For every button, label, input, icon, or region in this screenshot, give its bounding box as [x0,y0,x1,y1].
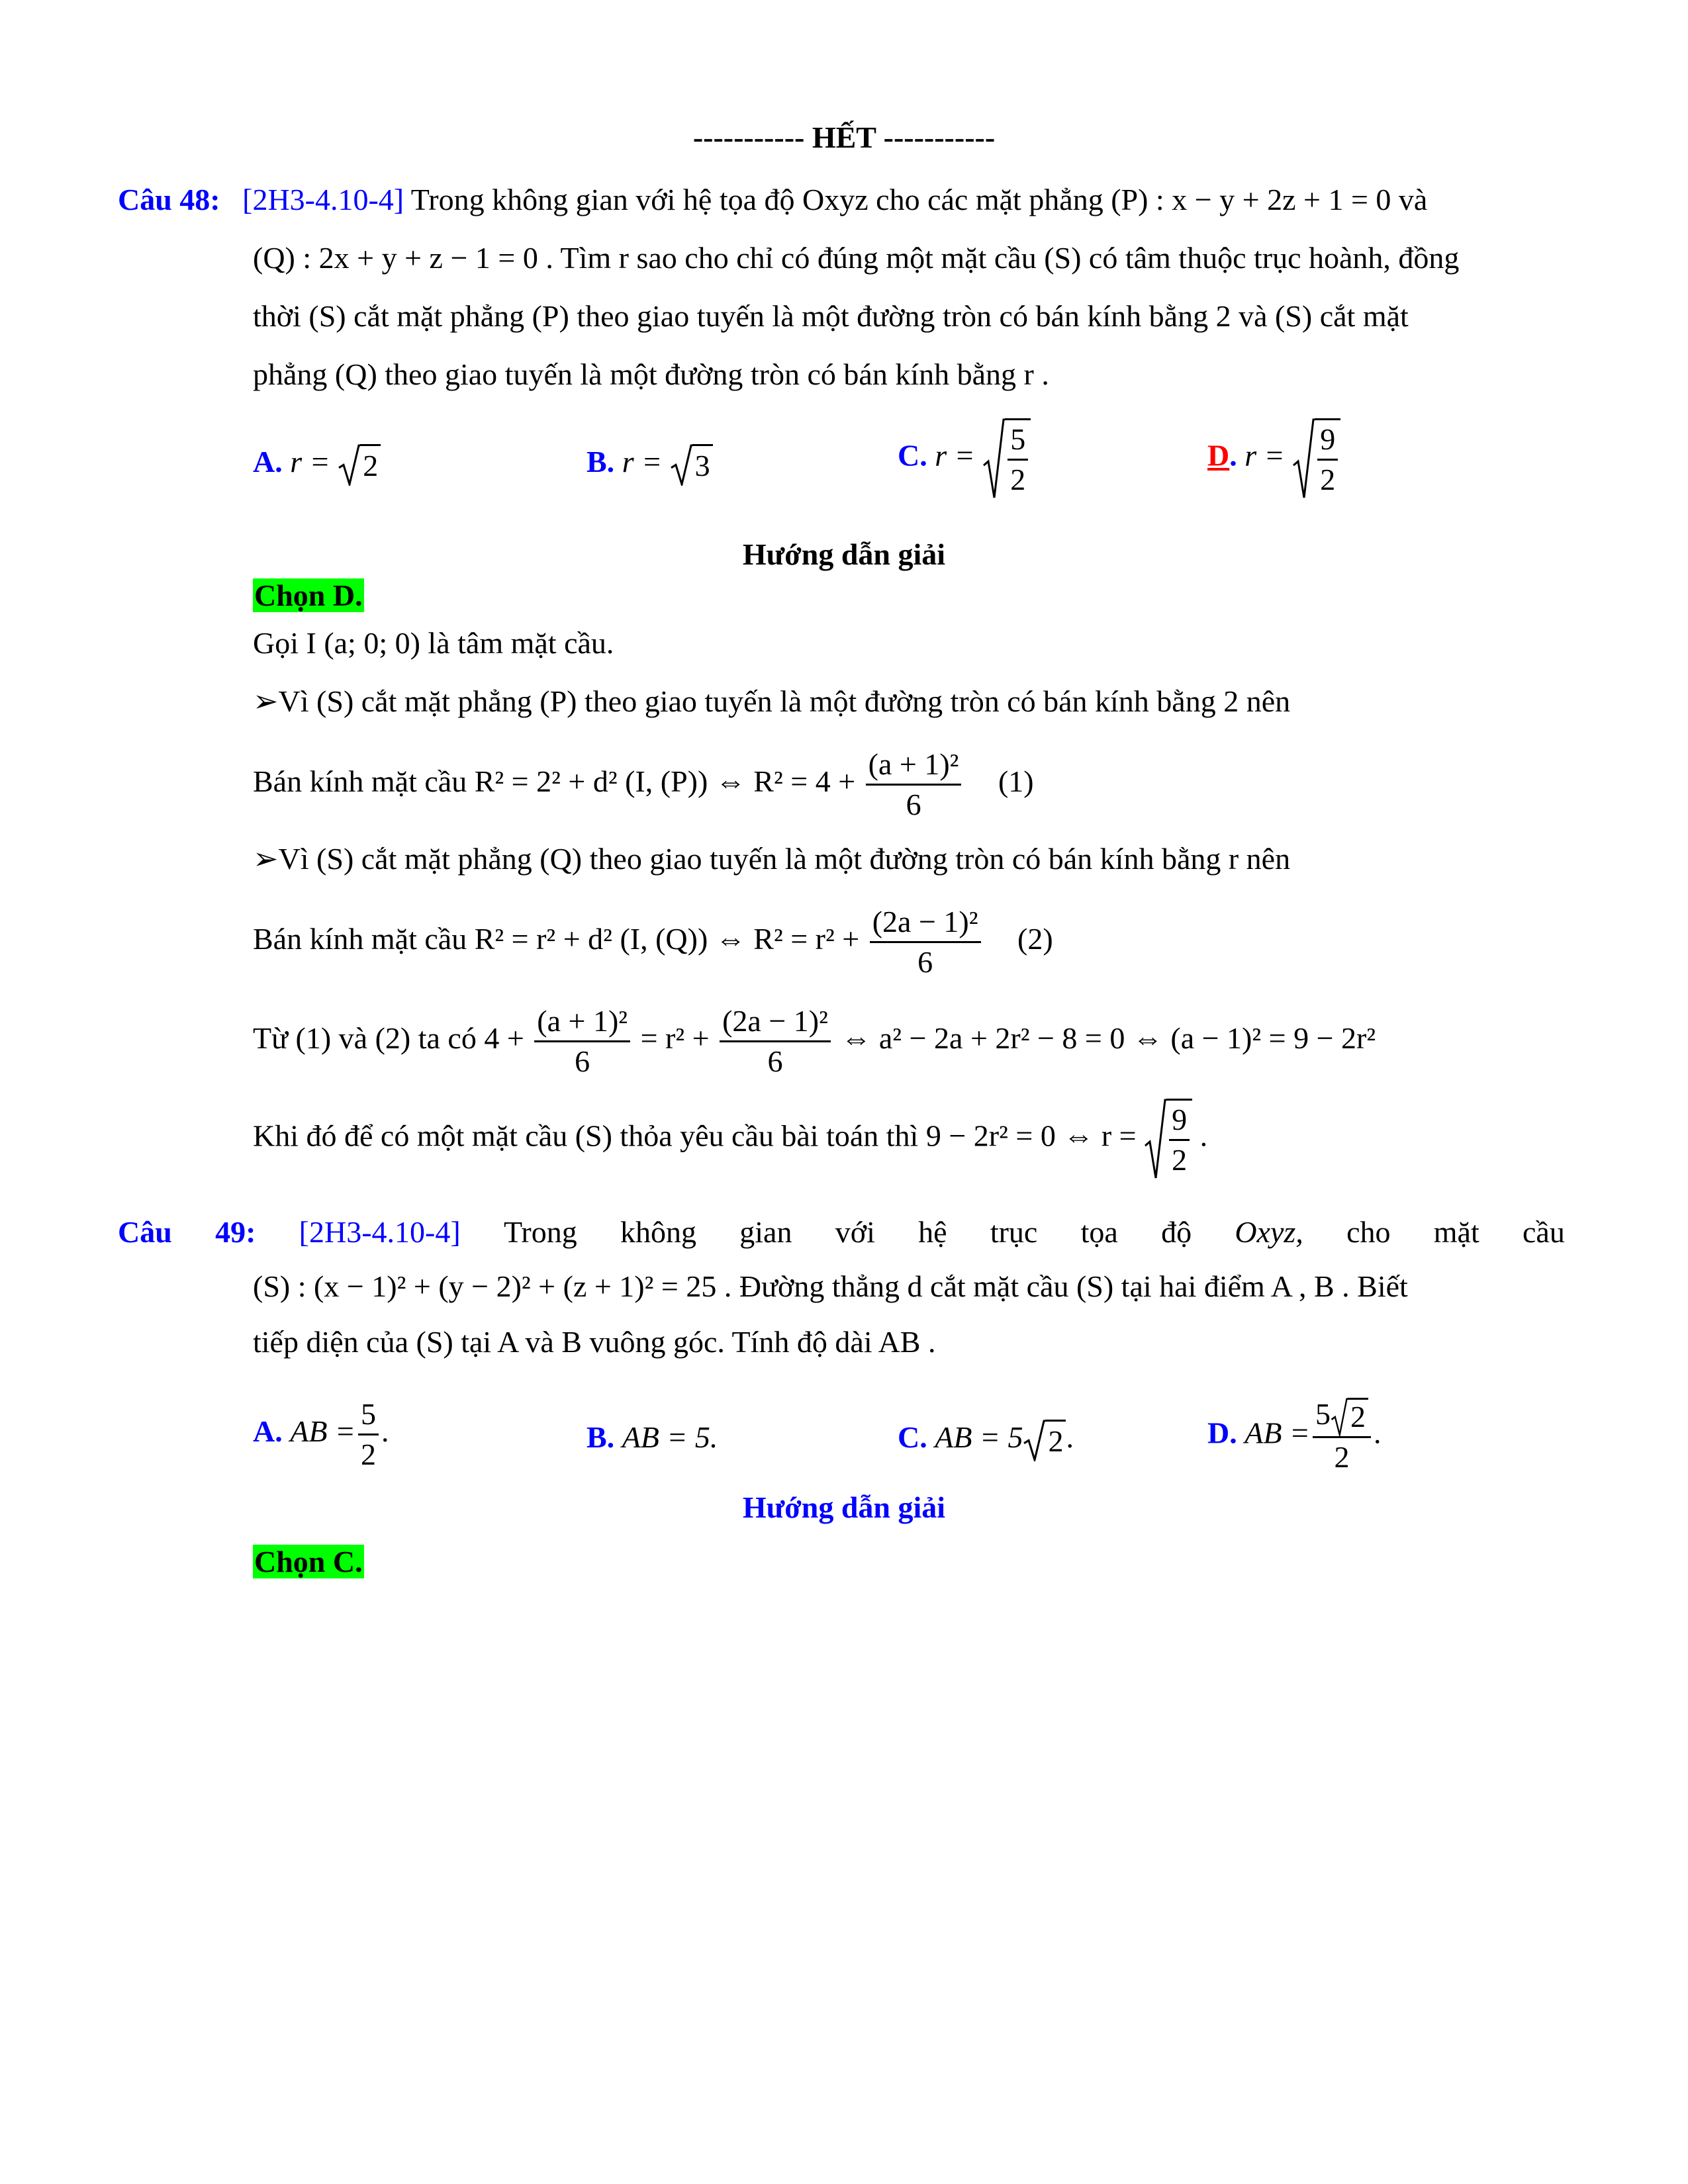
q48-step7 [253,1099,1207,1179]
q49-label-a: Câu [118,1215,172,1249]
q49-option-c-radicand: 2 [1045,1420,1066,1461]
q48-option-b [586,442,713,486]
q49-option-a-dot: . [381,1414,389,1449]
q48-step3 [253,745,1034,824]
q49-word-7: tọa [1080,1215,1118,1249]
q48-step5-lhs: Bán kính mặt cầu R² = r² + d² (I, (Q)) ⇔ R² = r² + [253,922,860,956]
q48-step7-sqrt [1144,1099,1192,1179]
q49-word-8: độ [1161,1215,1192,1249]
q48-option-d-lhs: r = [1244,438,1285,473]
q49-option-b-label: B. [586,1420,615,1454]
q49-option-d-dot: . [1373,1416,1382,1450]
q48-option-c-label: C. [898,438,927,473]
q48-choice: Chọn D. [254,578,363,612]
q48-option-c [898,418,1031,499]
q48-step7-den: 2 [1172,1143,1188,1177]
q49-word-4: với [835,1215,875,1249]
q49-line2: (S) : (x − 1)² + (y − 2)² + (z + 1)² = 25 . Đường thẳng d cắt mặt cầu (S) tại hai điểm A , B . Biết [253,1269,1408,1303]
q48-step5 [253,903,1053,981]
q49-word-12: cầu [1523,1215,1565,1249]
q48-step5-den: 6 [917,945,933,979]
q48-option-b-radicand: 3 [692,444,713,486]
q49-option-c-label: C. [898,1420,927,1454]
q48-label: Câu 48: [118,183,220,216]
q48-option-b-lhs: r = [622,445,663,478]
q48-step6-num1: (a + 1)² [534,1002,630,1042]
q48-line2: (Q) : 2x + y + z − 1 = 0 . Tìm r sao cho chỉ có đúng một mặt cầu (S) có tâm thuộc trục hoành, đồng [253,241,1460,275]
q48-line4: phẳng (Q) theo giao tuyến là một đường tròn có bán kính bằng r . [253,357,1049,391]
end-marker: ----------- HẾT ----------- [692,120,996,154]
q48-option-c-den: 2 [1010,463,1026,496]
q48-step3-tag: (1) [998,764,1034,799]
q48-step6-den1: 6 [575,1044,590,1078]
q49-option-d-den: 2 [1334,1440,1350,1475]
q49-option-a-lhs: AB = [290,1414,355,1449]
q48-option-d-dot: . [1229,438,1237,473]
q48-option-c-sqrt [982,418,1031,499]
q48-step6-num2: (2a − 1)² [720,1002,831,1042]
q49-option-a-label: A. [253,1414,283,1449]
q48-option-d-den: 2 [1320,463,1336,496]
q48-step4: ➢Vì (S) cắt mặt phẳng (Q) theo giao tuyến là một đường tròn có bán kính bằng r nên [253,842,1291,876]
q48-line1 [118,180,1427,220]
q49-option-d-num-coef: 5 [1315,1397,1331,1431]
q48-line3: thời (S) cắt mặt phẳng (P) theo giao tuyến là một đường tròn có bán kính bằng 2 và (S) cắt mặt [253,299,1409,333]
q49-choice-row [253,1542,364,1582]
q49-word-2: không [620,1215,697,1249]
q48-option-a-radicand: 2 [360,444,381,486]
q48-option-a-sqrt [338,444,381,486]
q48-option-b-sqrt [670,444,713,486]
q48-step6-mid: = r² + [640,1021,710,1056]
q48-step6-rhs: ⇔ a² − 2a + 2r² − 8 = 0 ⇔ (a − 1)² = 9 − 2r² [841,1021,1376,1056]
q48-option-a-label: A. [253,445,283,478]
q49-line1 [118,1212,1565,1252]
q49-word-1: Trong [503,1215,577,1249]
q48-step3-den: 6 [906,788,921,821]
q49-option-d [1207,1395,1381,1477]
q49-option-a-den: 2 [360,1437,376,1471]
q49-choice: Chọn C. [254,1545,363,1578]
q49-option-b [586,1418,718,1457]
q48-step1: Gọi I (a; 0; 0) là tâm mặt cầu. [253,626,614,660]
q49-option-d-label: D. [1207,1416,1237,1450]
q48-code: [2H3-4.10-4] [242,183,404,216]
q48-step3-lhs: Bán kính mặt cầu R² = 2² + d² (I, (P)) ⇔ R² = 4 + [253,764,856,799]
q49-option-c-dot: . [1066,1420,1074,1454]
q49-word-11: mặt [1433,1215,1479,1249]
q48-option-d-num: 9 [1317,420,1338,461]
q49-option-c-sqrt [1023,1420,1066,1461]
q48-step6-lhs: Từ (1) và (2) ta có 4 + [253,1021,524,1056]
q48-text-line1: Trong không gian với hệ tọa độ Oxyz cho các mặt phẳng (P) : x − y + 2z + 1 = 0 và [410,183,1428,216]
q48-step2: ➢Vì (S) cắt mặt phẳng (P) theo giao tuyến là một đường tròn có bán kính bằng 2 nên [253,684,1291,718]
q48-choice-row [253,576,364,615]
q48-step6-den2: 6 [767,1044,783,1078]
q48-option-a [253,442,381,486]
q49-option-c-lhs: AB = 5 [935,1420,1023,1454]
q48-step5-num: (2a − 1)² [870,903,981,943]
q49-option-b-text: AB = 5. [622,1420,718,1454]
q49-code: [2H3-4.10-4] [299,1215,461,1249]
q48-step6 [253,1002,1376,1081]
q49-word-6: trục [990,1215,1038,1249]
q48-option-c-lhs: r = [935,438,975,473]
q49-solution-title: Hướng dẫn giải [742,1490,946,1524]
q48-option-d-label: D [1207,438,1230,473]
q48-option-d [1207,418,1340,499]
q48-step3-num: (a + 1)² [866,745,962,786]
q49-option-c [898,1418,1074,1461]
q49-option-d-num-sqrt [1331,1398,1368,1436]
q49-label-b: 49: [215,1215,256,1249]
q49-line3: tiếp diện của (S) tại A và B vuông góc. Tính độ dài AB . [253,1325,936,1359]
q49-word-3: gian [739,1215,792,1249]
q49-option-d-lhs: AB = [1244,1416,1310,1450]
q48-solution-title: Hướng dẫn giải [742,537,946,571]
q48-step7-end: . [1199,1118,1208,1153]
q49-word-10: cho [1346,1215,1391,1249]
q48-option-d-sqrt [1292,418,1340,499]
q48-option-a-lhs: r = [290,445,330,478]
q48-option-c-num: 5 [1008,420,1028,461]
q49-word-5: hệ [918,1215,947,1249]
q48-step7-num: 9 [1169,1101,1190,1141]
q48-step7-lhs: Khi đó để có một mặt cầu (S) thỏa yêu cầu bài toán thì 9 − 2r² = 0 ⇔ r = [253,1118,1137,1153]
q49-option-d-num [1313,1395,1371,1438]
q49-option-a [253,1395,389,1474]
q49-word-9: Oxyz, [1235,1215,1303,1249]
q49-option-a-num: 5 [358,1395,379,1435]
q48-option-b-label: B. [586,445,615,478]
q48-step5-tag: (2) [1017,922,1053,956]
q49-option-d-num-radicand: 2 [1348,1398,1368,1434]
